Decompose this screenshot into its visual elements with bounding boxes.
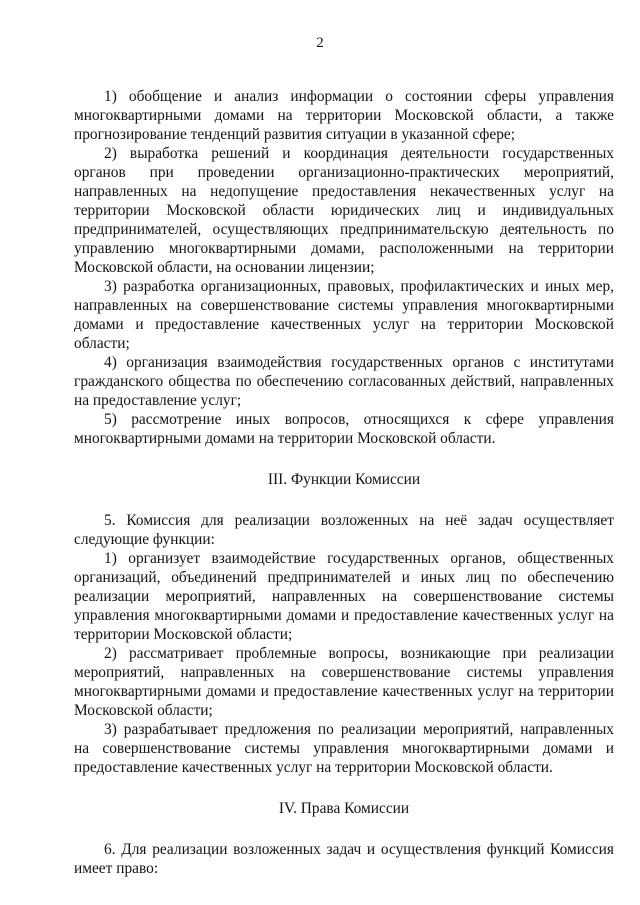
function-item-3: 3) разрабатывает предложения по реализации мероприятий, направленных на совершенствование системы управления многоквартирными домами и предоставление качественных услуг на территории Московской области. [74, 721, 614, 776]
function-item-2: 2) рассматривает проблемные вопросы, возникающие при реализации мероприятий, направленных на совершенствование системы управления многоквартирными домами и предоставление качественных услуг на территории Московской области; [74, 645, 614, 719]
rights-intro: 6. Для реализации возложенных задач и осуществления функций Комиссия имеет право: [74, 841, 614, 877]
task-item-3: 3) разработка организационных, правовых, профилактических и иных мер, направленных на совершенствование системы управления многоквартирными домами и предоставление качественных услуг на территории Московской области; [74, 278, 614, 352]
task-item-1: 1) обобщение и анализ информации о состоянии сферы управления многоквартирными домами на территории Московской области, а также прогнозирование тенденций развития ситуации в указанной сфере; [74, 88, 614, 143]
section-heading-functions: III. Функции Комиссии [267, 471, 421, 488]
task-item-2: 2) выработка решений и координация деятельности государственных органов при проведении организационно-практических мероприятий, направленных на недопущение предоставления некачественных услуг на территории Московской области юридических лиц и индивидуальных предпринимателей, осуществляющих предпринимательскую деятельность по управлению многоквартирными домами, расположенными на территории Московской области, на основании лицензии; [74, 145, 614, 276]
function-item-1: 1) организует взаимодействие государственных органов, общественных организаций, объединений предпринимателей и иных лиц по обеспечению реализации мероприятий, направленных на совершенствование системы управления многоквартирными домами и предоставление качественных услуг на территории Московской области; [74, 550, 614, 643]
section-heading-rights: IV. Права Комиссии [278, 800, 410, 817]
task-item-5: 5) рассмотрение иных вопросов, относящихся к сфере управления многоквартирными домами на территории Московской области. [74, 411, 614, 447]
task-item-4: 4) организация взаимодействия государственных органов с институтами гражданского общества по обеспечению согласованных действий, направленных на предоставление услуг; [74, 354, 614, 409]
document-body [74, 87, 614, 878]
page-number: 2 [316, 35, 324, 51]
functions-intro: 5. Комиссия для реализации возложенных на неё задач осуществляет следующие функции: [74, 512, 614, 548]
